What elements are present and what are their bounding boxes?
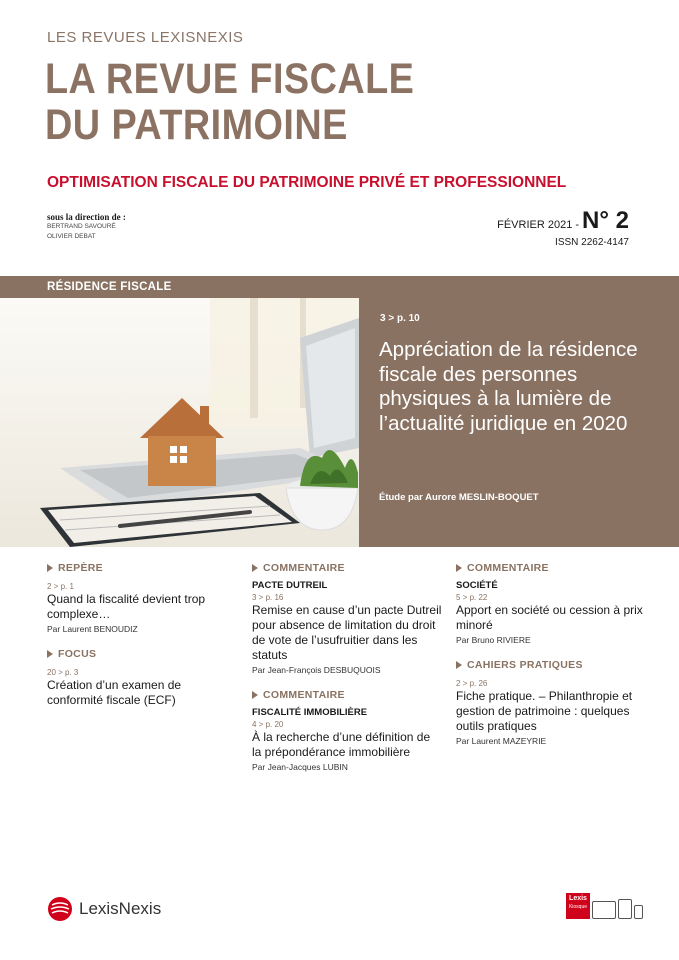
title-line-2: DU PATRIMOINE <box>45 101 348 149</box>
publisher-name: LexisNexis <box>79 899 162 918</box>
kiosque-line-1: Lexis <box>569 895 587 902</box>
hero-article-title: Appréciation de la résidence fiscale des personnes physiques à la lumière de l’actualité juridique en 2020 <box>379 338 638 435</box>
toc-entry <box>456 562 646 645</box>
page-reference: 4 > p. 20 <box>252 720 284 729</box>
kiosque-line-2: Kiosque <box>568 904 588 910</box>
triangle-bullet-icon <box>252 691 258 699</box>
article-author: Par Laurent BENOUDIZ <box>47 624 138 634</box>
kiosque-logo <box>566 893 590 919</box>
triangle-bullet-icon <box>47 564 53 572</box>
director-name: OLIVIER DEBAT <box>47 233 96 240</box>
section-heading: FOCUS <box>47 648 237 660</box>
toc-entry <box>47 648 237 708</box>
article-title: Fiche pratique. – Philanthropie et gestion de patrimoine : quelques outils pratiques <box>456 689 633 733</box>
article-author: Par Jean-François DESBUQUOIS <box>252 665 381 675</box>
issue-number: N° 2 <box>582 207 629 234</box>
toc-entry <box>456 659 646 746</box>
hero-author: Étude par Aurore MESLIN-BOQUET <box>379 492 539 503</box>
page-reference: 2 > p. 1 <box>47 582 74 591</box>
toc-column-1 <box>47 562 237 722</box>
issue-date: FÉVRIER 2021 - <box>497 219 580 231</box>
rubrique-banner <box>0 276 359 298</box>
magazine-subtitle: OPTIMISATION FISCALE DU PATRIMOINE PRIVÉ ET PROFESSIONNEL <box>47 174 567 191</box>
direction-block <box>47 212 126 242</box>
triangle-bullet-icon <box>456 661 462 669</box>
triangle-bullet-icon <box>252 564 258 572</box>
article-title: Remise en cause d’un pacte Dutreil pour absence de limitation du droit de vote de l’usufruitier dans les statuts <box>252 603 442 662</box>
topic-label: SOCIÉTÉ <box>456 580 498 591</box>
tablet-device-icon <box>618 899 632 919</box>
section-heading: COMMENTAIRE <box>252 562 442 574</box>
issn: ISSN 2262-4147 <box>555 237 629 248</box>
direction-label: sous la direction de : <box>47 212 126 222</box>
article-author: Par Jean-Jacques LUBIN <box>252 762 348 772</box>
toc-entry <box>252 689 442 772</box>
hero-photo <box>0 298 359 547</box>
toc-entry <box>252 562 442 675</box>
toc-column-2 <box>252 562 442 786</box>
triangle-bullet-icon <box>47 650 53 658</box>
section-heading: CAHIERS PRATIQUES <box>456 659 646 671</box>
series-name: LES REVUES LEXISNEXIS <box>47 29 244 46</box>
hero-reference: 3 > p. 10 <box>380 313 420 324</box>
title-line-1: LA REVUE FISCALE <box>45 55 415 103</box>
section-heading: COMMENTAIRE <box>456 562 646 574</box>
hero-band <box>0 276 679 547</box>
rubrique-label: RÉSIDENCE FISCALE <box>47 281 172 293</box>
lexis-kiosque-badge <box>566 893 643 919</box>
article-title: À la recherche d’une définition de la prépondérance immobilière <box>252 730 431 759</box>
section-heading: REPÈRE <box>47 562 237 574</box>
article-title: Quand la fiscalité devient trop complexe… <box>47 592 206 621</box>
article-title: Apport en société ou cession à prix minoré <box>456 603 643 632</box>
article-author: Par Laurent MAZEYRIE <box>456 736 547 746</box>
page-reference: 3 > p. 16 <box>252 593 284 602</box>
desktop-device-icon <box>592 901 616 919</box>
magazine-title <box>45 56 414 148</box>
article-title: Création d’un examen de conformité fiscale (ECF) <box>47 678 182 707</box>
page-reference: 2 > p. 26 <box>456 679 488 688</box>
director-name: BERTRAND SAVOURÉ <box>47 223 116 230</box>
page-reference: 5 > p. 22 <box>456 593 488 602</box>
topic-label: FISCALITÉ IMMOBILIÈRE <box>252 707 368 718</box>
topic-label: PACTE DUTREIL <box>252 580 328 591</box>
phone-device-icon <box>634 905 643 919</box>
toc-column-3 <box>456 562 646 760</box>
section-heading: COMMENTAIRE <box>252 689 442 701</box>
lexisnexis-logo <box>47 896 161 922</box>
article-author: Par Bruno RIVIERE <box>456 635 531 645</box>
toc-entry <box>47 562 237 634</box>
triangle-bullet-icon <box>456 564 462 572</box>
lexisnexis-emblem-icon <box>47 896 73 922</box>
house-laptop-illustration <box>0 298 359 547</box>
issue-row <box>497 207 629 235</box>
page-reference: 20 > p. 3 <box>47 668 79 677</box>
issue-info <box>497 207 629 248</box>
